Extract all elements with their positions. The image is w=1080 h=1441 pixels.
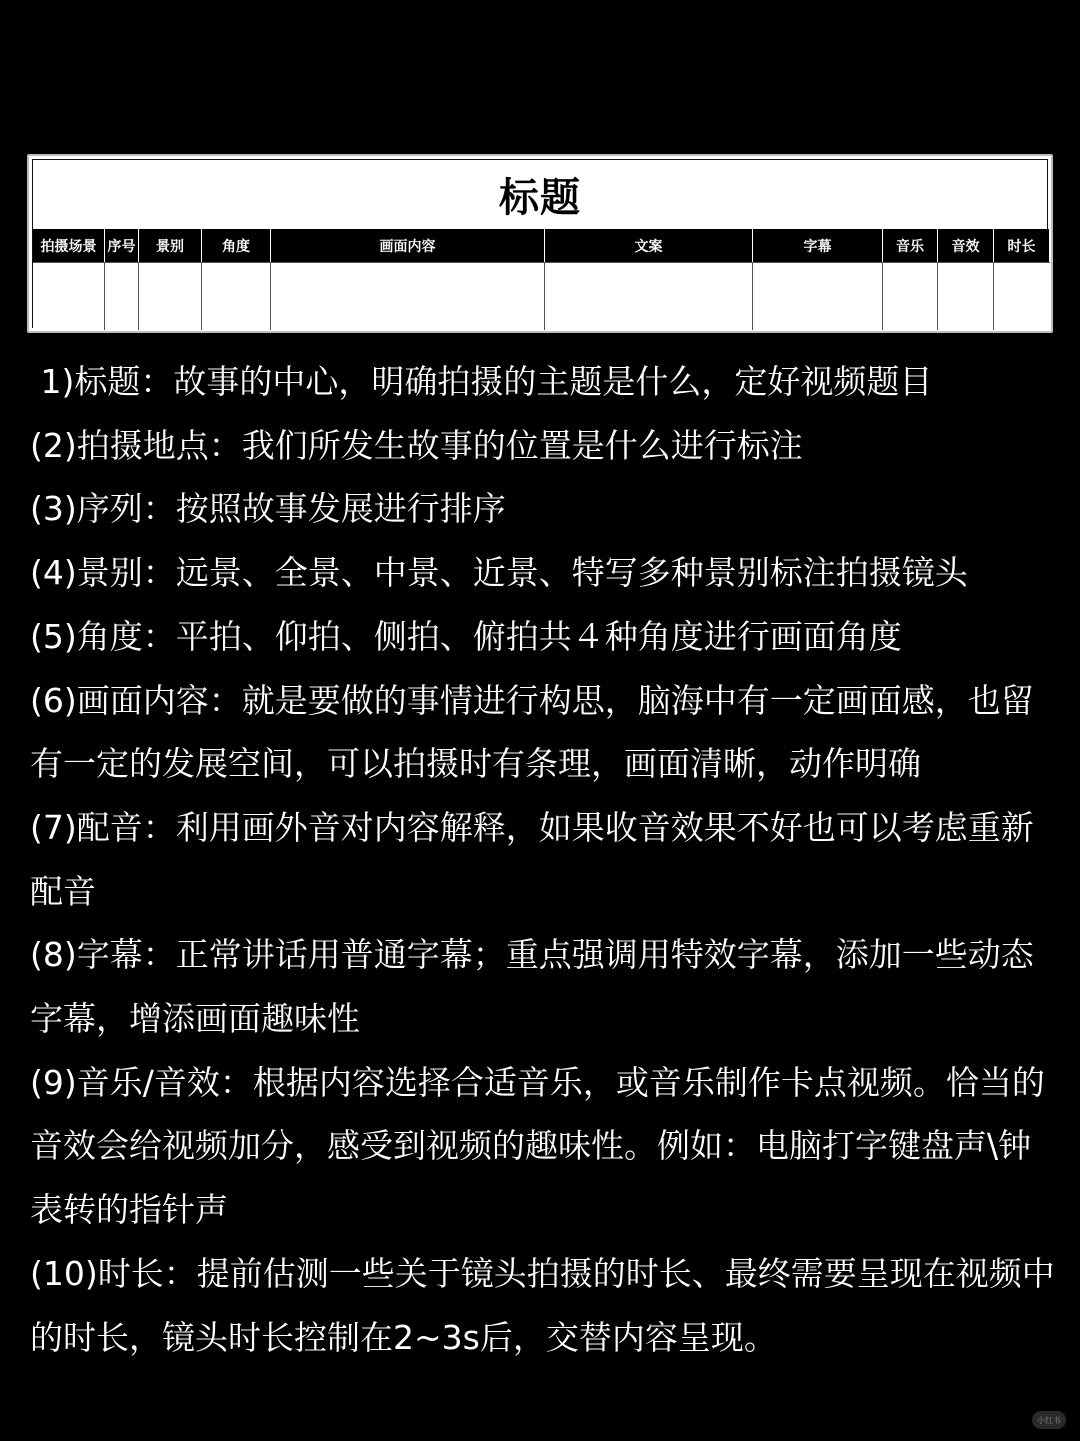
table-cell-sound-effect — [938, 262, 994, 330]
note-duration: (10)时长：提前估测一些关于镜头拍摄的时长、最终需要呈现在视频中的时长，镜头时长控制在2~3s后，交替内容呈现。 — [30, 1253, 1055, 1357]
note-title: 1)标题：故事的中心，明确拍摄的主题是什么，定好视频题目 — [30, 362, 933, 401]
column-header-copy: 文案 — [545, 229, 753, 262]
column-header-number: 序号 — [105, 229, 139, 262]
column-header-shot-size: 景别 — [139, 229, 202, 262]
column-header-subtitle: 字幕 — [753, 229, 883, 262]
column-header-music: 音乐 — [883, 229, 938, 262]
table-cell-angle — [202, 262, 271, 330]
storyboard-table-inner — [32, 159, 1048, 328]
notes-list — [30, 350, 1060, 1369]
note-voiceover: (7)配音：利用画外音对内容解释，如果收音效果不好也可以考虑重新配音 — [30, 807, 1034, 911]
table-cell-number — [105, 262, 139, 330]
storyboard-grid — [33, 229, 1047, 330]
storyboard-table — [27, 154, 1053, 333]
column-header-sound-effect: 音效 — [938, 229, 994, 262]
table-cell-frame-content — [271, 262, 545, 330]
note-angle: (5)角度：平拍、仰拍、侧拍、俯拍共４种角度进行画面角度 — [30, 616, 902, 656]
column-header-angle: 角度 — [202, 229, 271, 262]
note-frame-content: (6)画面内容：就是要做的事情进行构思，脑海中有一定画面感，也留有一定的发展空间，可以拍摄时有条理，画面清晰，动作明确 — [30, 680, 1034, 784]
column-header-frame-content: 画面内容 — [271, 229, 545, 262]
note-location: (2)拍摄地点：我们所发生故事的位置是什么进行标注 — [30, 425, 803, 465]
watermark-logo: 小红书 — [1032, 1411, 1066, 1429]
table-cell-shot-size — [139, 262, 202, 330]
table-cell-subtitle — [753, 262, 883, 330]
note-sequence: (3)序列：按照故事发展进行排序 — [30, 489, 506, 529]
note-subtitle: (8)字幕：正常讲话用普通字幕；重点强调用特效字幕，添加一些动态字幕，增添画面趣味性 — [30, 935, 1034, 1039]
table-cell-duration — [994, 262, 1050, 330]
table-cell-scene — [33, 262, 105, 330]
column-header-duration: 时长 — [994, 229, 1050, 262]
storyboard-title: 标题 — [499, 175, 581, 221]
note-music: (9)音乐/音效：根据内容选择合适音乐，或音乐制作卡点视频。恰当的音效会给视频加分，感受到视频的趣味性。例如：电脑打字键盘声\钟表转的指针声 — [30, 1062, 1045, 1230]
column-header-scene: 拍摄场景 — [33, 229, 105, 262]
table-cell-copy — [545, 262, 753, 330]
note-shot-size: (4)景别：远景、全景、中景、近景、特写多种景别标注拍摄镜头 — [30, 553, 968, 593]
table-cell-music — [883, 262, 938, 330]
